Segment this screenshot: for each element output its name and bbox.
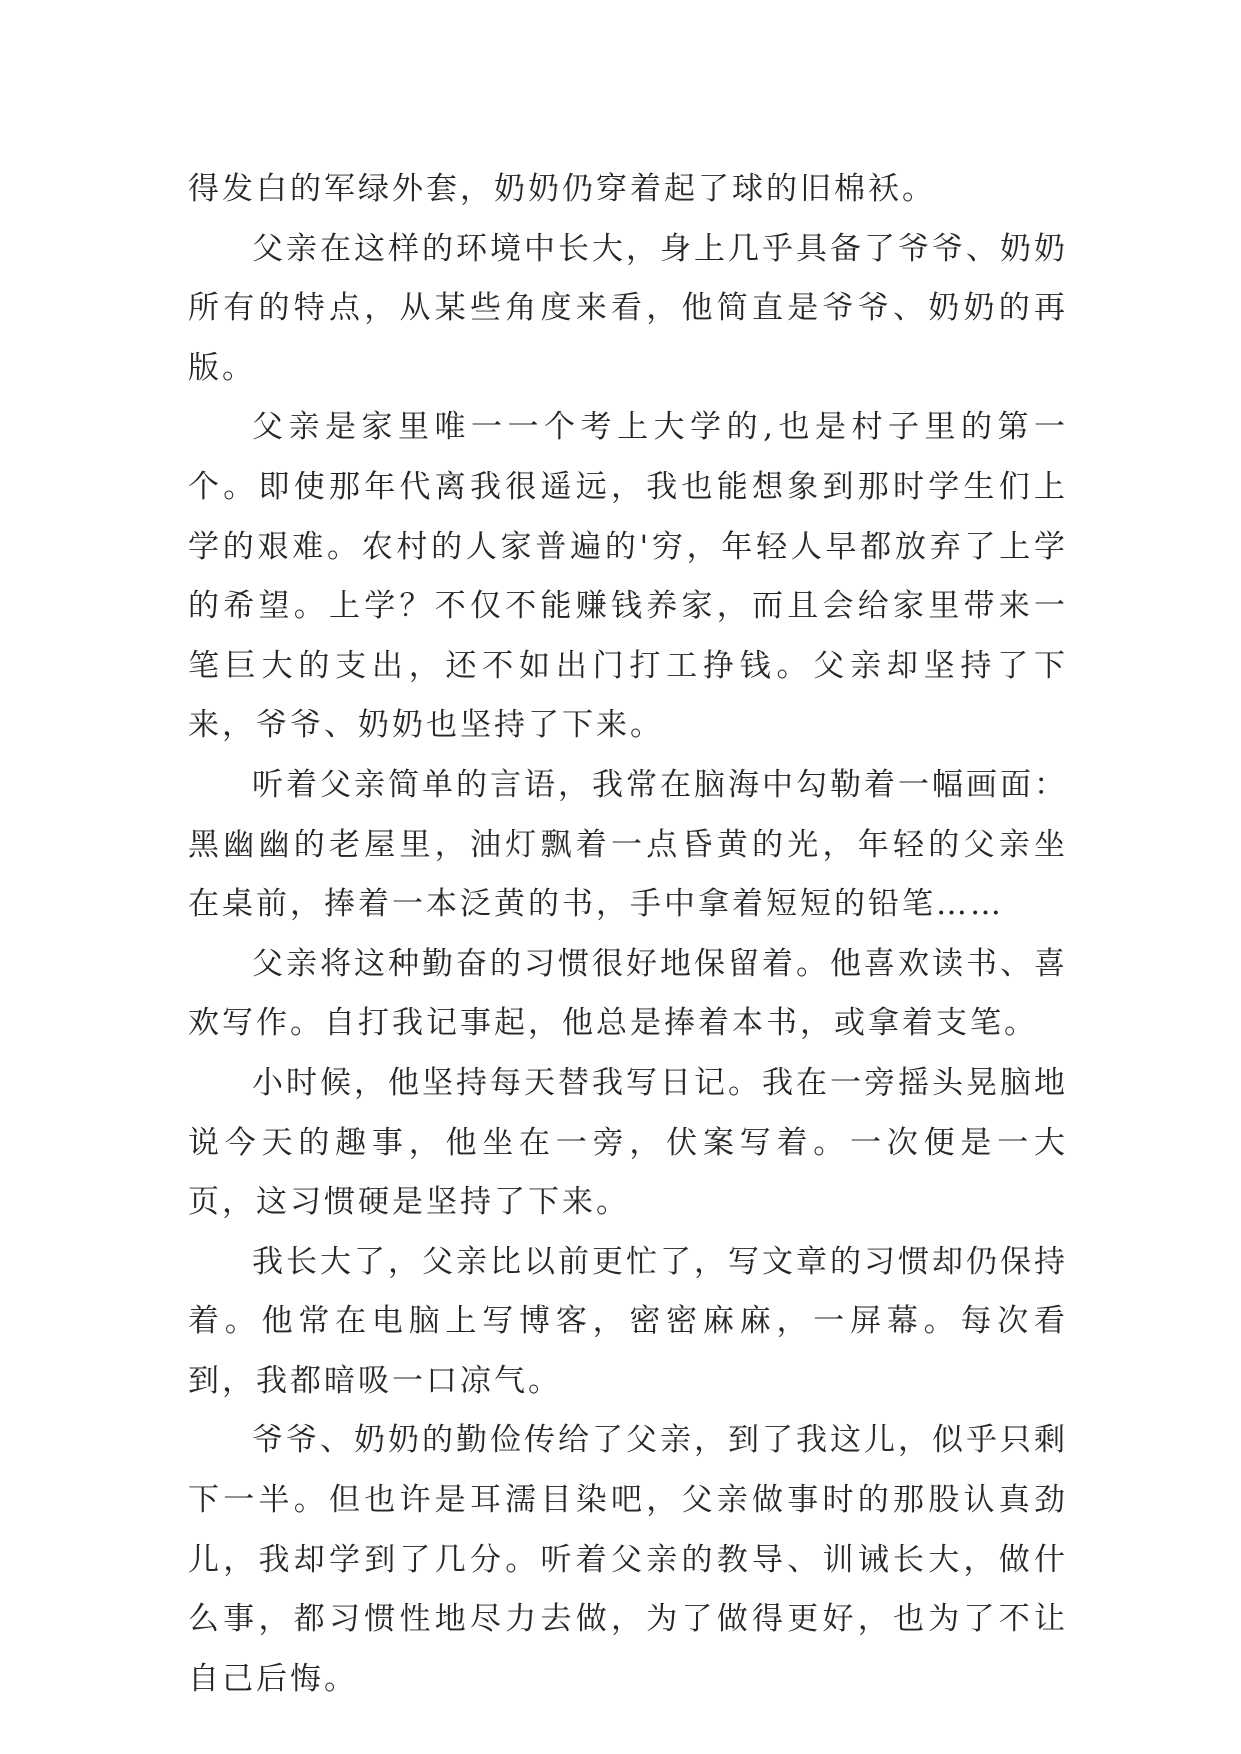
paragraph-7: 我长大了，父亲比以前更忙了，写文章的习惯却仍保持着。他常在电脑上写博客，密密麻麻，一屏幕。每次看到，我都暗吸一口凉气。 xyxy=(188,1243,1068,1399)
paragraph-4: 听着父亲简单的言语，我常在脑海中勾勒着一幅画面：黑幽幽的老屋里，油灯飘着一点昏黄的光，年轻的父亲坐在桌前，捧着一本泛黄的书，手中拿着短短的铅笔…… xyxy=(188,766,1068,923)
paragraph-2: 父亲在这样的环境中长大，身上几乎具备了爷爷、奶奶所有的特点，从某些角度来看，他简直是爷爷、奶奶的再版。 xyxy=(188,230,1068,386)
paragraph-8: 爷爷、奶奶的勤俭传给了父亲，到了我这儿，似乎只剩下一半。但也许是耳濡目染吧，父亲做事时的那股认真劲儿，我却学到了几分。听着父亲的教导、训诫长大，做什么事，都习惯性地尽力去做，为了做得更好，也为了不让自己后悔。 xyxy=(188,1422,1068,1697)
paragraph-1: 得发白的军绿外套，奶奶仍穿着起了球的旧棉袄。 xyxy=(188,171,936,207)
paragraph-3: 父亲是家里唯一一个考上大学的,也是村子里的第一个。即使那年代离我很遥远，我也能想象到那时学生们上学的艰难。农村的人家普遍的'穷，年轻人早都放弃了上学的希望。上学？不仅不能赚钱养家，而且会给家里带来一笔巨大的支出，还不如出门打工挣钱。父亲却坚持了下来，爷爷、奶奶也坚持了下来。 xyxy=(188,409,1068,744)
document-body xyxy=(188,160,1068,1709)
paragraph-6: 小时候，他坚持每天替我写日记。我在一旁摇头晃脑地说今天的趣事，他坐在一旁，伏案写着。一次便是一大页，这习惯硬是坚持了下来。 xyxy=(188,1064,1068,1221)
paragraph-5: 父亲将这种勤奋的习惯很好地保留着。他喜欢读书、喜欢写作。自打我记事起，他总是捧着本书，或拿着支笔。 xyxy=(188,945,1068,1042)
